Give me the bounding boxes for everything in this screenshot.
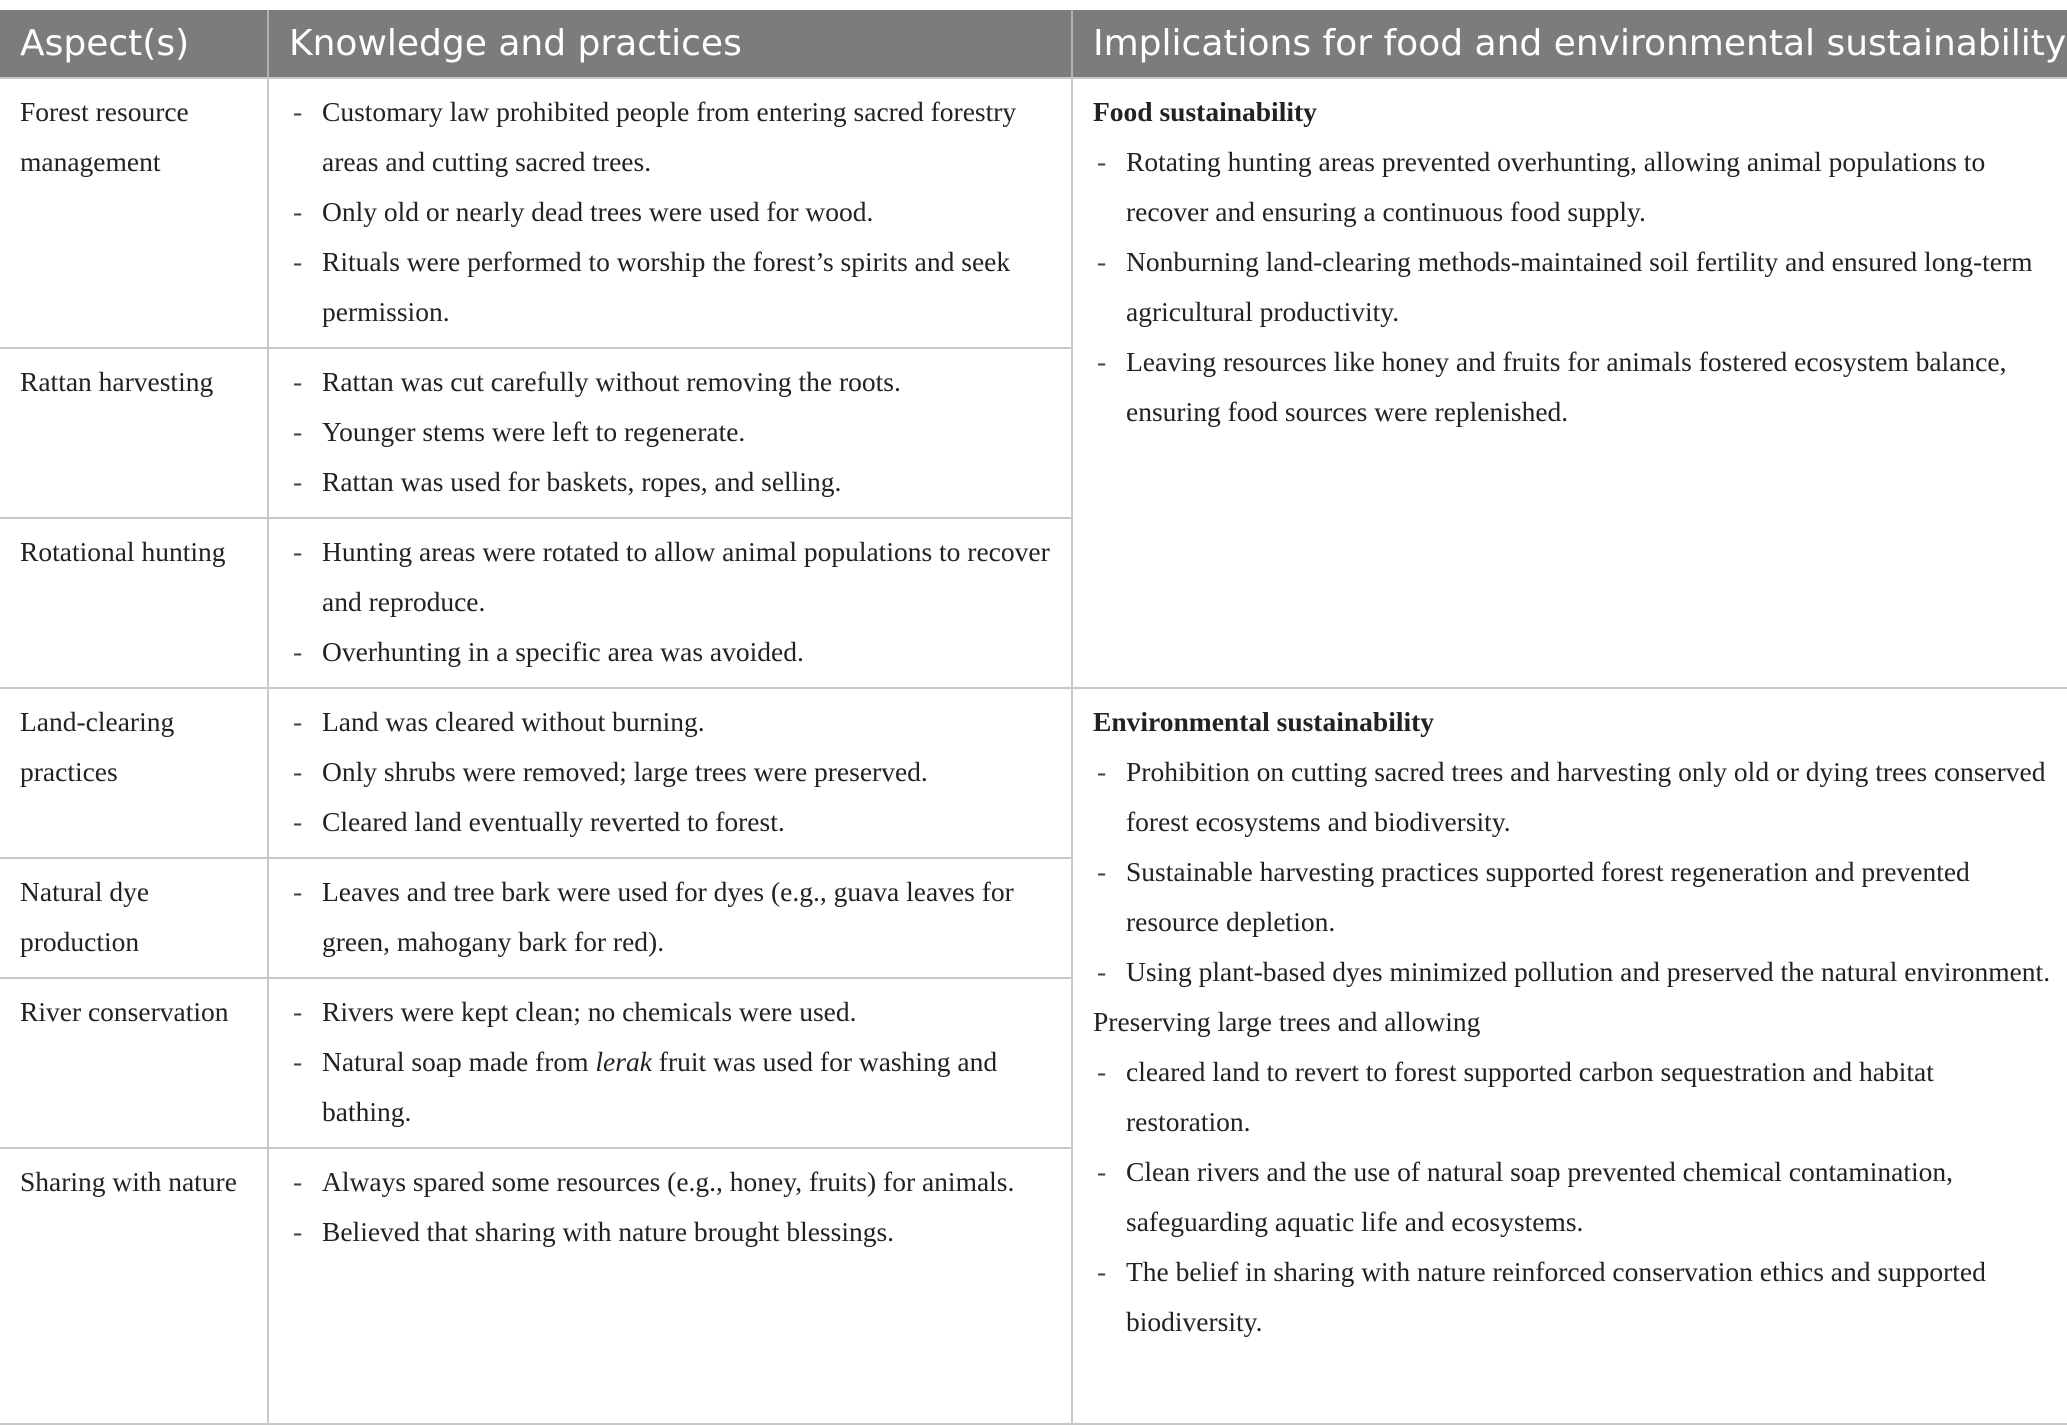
soap-text-before: Natural soap made from (322, 1046, 596, 1077)
list-item: - Always spared some resources (e.g., honey, fruits) for animals. (289, 1157, 1057, 1207)
list-item (289, 1037, 1057, 1137)
aspect-cell: Rattan harvesting (0, 348, 268, 518)
aspect-cell: Rotational hunting (0, 518, 268, 688)
practices-list (289, 1157, 1057, 1257)
list-item: - Rattan was cut carefully without removing the roots. (289, 357, 1057, 407)
environmental-sustainability-heading: Environmental sustainability (1093, 706, 1435, 737)
sustainability-table (0, 10, 2067, 1425)
list-item: - Clean rivers and the use of natural soap prevented chemical contamination, safeguarding aquatic life and ecosystems. (1093, 1147, 2053, 1247)
practices-cell (268, 858, 1072, 978)
practices-cell (268, 1148, 1072, 1424)
list-item: - Customary law prohibited people from entering sacred forestry areas and cutting sacred trees. (289, 87, 1057, 187)
list-item: - Sustainable harvesting practices supported forest regeneration and prevented resource depletion. (1093, 847, 2053, 947)
food-list (1093, 137, 2053, 437)
practices-cell (268, 978, 1072, 1148)
practices-cell (268, 518, 1072, 688)
list-item: - Nonburning land-clearing methods-maintained soil fertility and ensured long-term agricultural productivity. (1093, 237, 2053, 337)
aspect-cell: Land-clearing practices (0, 688, 268, 858)
list-item: - Leaving resources like honey and fruits for animals fostered ecosystem balance, ensuring food sources were replenished. (1093, 337, 2053, 437)
practices-list (289, 357, 1057, 507)
table-row (0, 78, 2067, 348)
environmental-sustainability-cell (1072, 688, 2067, 1424)
aspect-cell: Natural dye production (0, 858, 268, 978)
practices-list (289, 987, 1057, 1137)
environment-plain-line: Preserving large trees and allowing (1093, 1006, 1481, 1037)
list-item: - Using plant-based dyes minimized pollution and preserved the natural environment. (1093, 947, 2053, 997)
header-row (0, 10, 2067, 78)
environment-list-b (1093, 1047, 2053, 1347)
table-row (0, 688, 2067, 858)
list-item: - Rotating hunting areas prevented overhunting, allowing animal populations to recover and ensuring a continuous food supply. (1093, 137, 2053, 237)
list-item: - Only old or nearly dead trees were used for wood. (289, 187, 1057, 237)
list-item: - Younger stems were left to regenerate. (289, 407, 1057, 457)
list-item: - Hunting areas were rotated to allow animal populations to recover and reproduce. (289, 527, 1057, 627)
list-item: - The belief in sharing with nature reinforced conservation ethics and supported biodiversity. (1093, 1247, 2053, 1347)
list-item: - Overhunting in a specific area was avoided. (289, 627, 1057, 677)
header-knowledge-practices: Knowledge and practices (268, 10, 1072, 78)
environment-list-a (1093, 747, 2053, 997)
list-item: - Rattan was used for baskets, ropes, and selling. (289, 457, 1057, 507)
list-item: - Rituals were performed to worship the forest’s spirits and seek permission. (289, 237, 1057, 337)
aspect-cell: Forest resource management (0, 78, 268, 348)
list-item: - Land was cleared without burning. (289, 697, 1057, 747)
lerak-italic: lerak (595, 1046, 652, 1077)
aspect-cell: Sharing with nature (0, 1148, 268, 1424)
list-item: - Cleared land eventually reverted to forest. (289, 797, 1057, 847)
food-sustainability-heading: Food sustainability (1093, 96, 1317, 127)
practices-cell (268, 688, 1072, 858)
practices-list (289, 697, 1057, 847)
practices-cell (268, 78, 1072, 348)
header-implications: Implications for food and environmental sustainability (1072, 10, 2067, 78)
list-item: - Only shrubs were removed; large trees were preserved. (289, 747, 1057, 797)
practices-list (289, 87, 1057, 337)
list-item: - Prohibition on cutting sacred trees and harvesting only old or dying trees conserved forest ecosystems and biodiversity. (1093, 747, 2053, 847)
practices-list (289, 527, 1057, 677)
list-item: - Leaves and tree bark were used for dyes (e.g., guava leaves for green, mahogany bark for red). (289, 867, 1057, 967)
list-item: - cleared land to revert to forest supported carbon sequestration and habitat restoration. (1093, 1047, 2053, 1147)
practices-list (289, 867, 1057, 967)
list-item: - Rivers were kept clean; no chemicals were used. (289, 987, 1057, 1037)
header-aspects: Aspect(s) (0, 10, 268, 78)
practices-cell (268, 348, 1072, 518)
food-sustainability-cell (1072, 78, 2067, 688)
soap-text-after: fruit was used for washing and bathing. (322, 1046, 998, 1127)
list-item: - Believed that sharing with nature brought blessings. (289, 1207, 1057, 1257)
aspect-cell: River conservation (0, 978, 268, 1148)
